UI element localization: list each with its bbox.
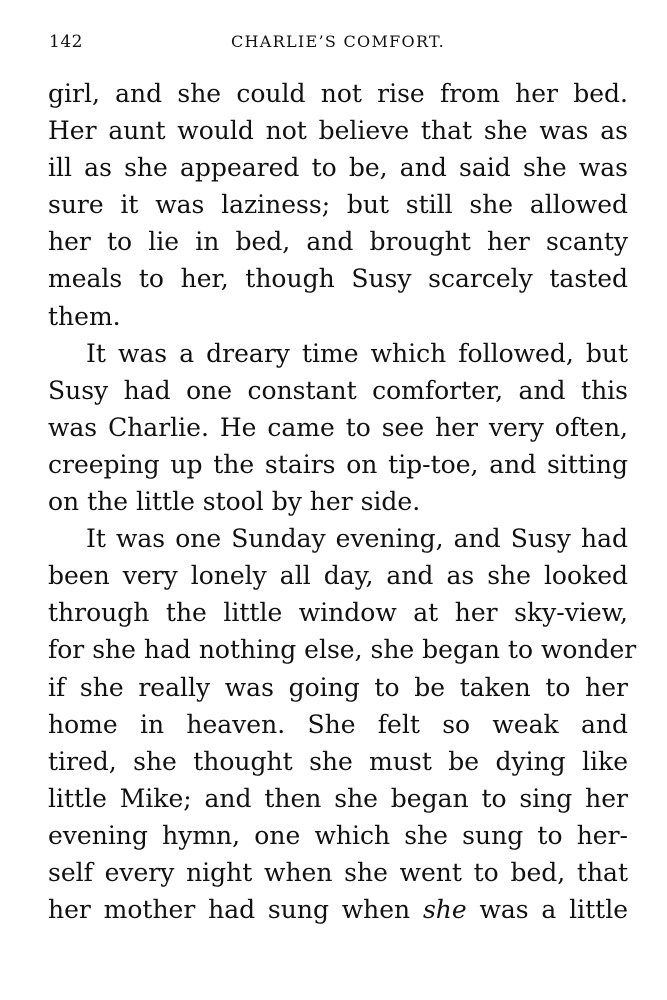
final-line-before: her mother had sung when bbox=[48, 895, 423, 925]
page-header bbox=[49, 32, 627, 60]
text-line: meals to her, though Susy scarcely tasted bbox=[48, 264, 628, 294]
text-line: through the little window at her sky-view, bbox=[48, 598, 628, 628]
paragraph-3 bbox=[48, 520, 637, 928]
text-line: Her aunt would not believe that she was as bbox=[48, 116, 628, 146]
text-line: them. bbox=[48, 301, 121, 331]
final-line-italic: she bbox=[422, 895, 467, 925]
text-line: It was a dreary time which followed, but bbox=[86, 338, 628, 368]
text-line: home in heaven. She felt so weak and bbox=[48, 709, 628, 739]
text-line: her to lie in bed, and brought her scanty bbox=[48, 227, 628, 257]
text-line: ill as she appeared to be, and said she was bbox=[48, 153, 628, 183]
running-title: CHARLIE’S COMFORT. bbox=[230, 32, 446, 51]
text-line: girl, and she could not rise from her bed. bbox=[48, 79, 628, 108]
text-line: little Mike; and then she began to sing her bbox=[48, 783, 628, 813]
text-line: tired, she thought she must be dying like bbox=[48, 746, 628, 776]
text-line: self every night when she went to bed, that bbox=[48, 857, 628, 887]
page-number: 142 bbox=[49, 32, 83, 52]
text-line: creeping up the stairs on tip-toe, and sitting bbox=[48, 449, 628, 479]
text-line: for she had nothing else, she began to wonder bbox=[48, 635, 637, 665]
paragraph-1 bbox=[48, 75, 628, 335]
text-line: on the little stool by her side. bbox=[48, 487, 421, 517]
text-line: It was one Sunday evening, and Susy had bbox=[86, 524, 628, 554]
text-line: evening hymn, one which she sung to her- bbox=[48, 820, 628, 850]
text-line-final bbox=[48, 891, 628, 928]
text-line: sure it was laziness; but still she allowed bbox=[48, 190, 628, 220]
text-line: been very lonely all day, and as she looked bbox=[48, 561, 628, 591]
body-text bbox=[48, 75, 637, 928]
text-line: if she really was going to be taken to her bbox=[48, 672, 628, 702]
paragraph-2 bbox=[48, 335, 628, 520]
text-line: Susy had one constant comforter, and this bbox=[48, 375, 628, 405]
final-line-after: was a little bbox=[466, 895, 629, 925]
text-line: was Charlie. He came to see her very often, bbox=[48, 412, 628, 442]
